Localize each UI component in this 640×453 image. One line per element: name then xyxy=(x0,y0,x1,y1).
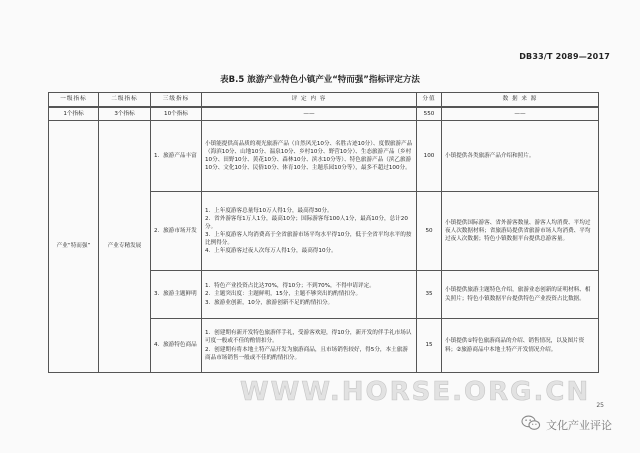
score-cell: 100 xyxy=(417,121,442,192)
level3-cell: 3．旅游主题鲜明 xyxy=(151,271,202,319)
level1-cell: 产业“特而强” xyxy=(49,121,99,373)
score-cell: 35 xyxy=(417,271,442,319)
criteria-line: 3．上年度游客人均消费高于全省旅游市场平均水平得10分，低于全省平均水平的按比例得分。 xyxy=(205,232,412,247)
criteria-line: 1．上年度游客总量每10万人得1分，最高得30分。 xyxy=(205,207,333,214)
column-header: 一级指标 xyxy=(49,93,99,107)
criteria-line: 4．上年度游客过夜人次每万人得1分，最高得10分。 xyxy=(205,248,337,255)
column-header: 分值 xyxy=(417,93,442,107)
criteria-cell xyxy=(202,319,417,373)
column-header: 二级指标 xyxy=(99,93,151,107)
column-header: 评 定 内 容 xyxy=(202,93,417,107)
wechat-icon xyxy=(521,414,541,435)
criteria-line: 2．主题突出度：主题鲜明，15分，主题不够突出的酌情扣分。 xyxy=(205,291,362,298)
level3-cell: 4．旅游特色商品 xyxy=(151,319,202,373)
level2-cell: 产业专精发展 xyxy=(99,121,151,373)
watermark: WWW.HORSE.ORG.CN xyxy=(240,377,591,407)
summary-cell: —— xyxy=(202,107,417,121)
source-cell: 小镇提供各类旅游产品介绍和照片。 xyxy=(442,121,599,192)
criteria-line: 小镇能提供高品质的观光旅游产品（自然风光10分、名胜古迹10分）、度假旅游产品（海滨10分、山地10分、温泉10分、乡村10分、野营10分）、生态旅游产品（乡村10分、田野10分、黄花10分、森林10分、滨水10分等）、特色旅游产品（滨乙旅游10分、文化10分、民俗10分、体育10分、主题乐园10分等），最多不超过100分。 xyxy=(205,140,413,172)
document-code: DB33/T 2089—2017 xyxy=(519,52,610,61)
criteria-line: 1．创建期有新开发特色旅游伴手礼，受游客欢迎，得10分，新开发的伴手礼市场认可度一般或不佳的酌情扣分。 xyxy=(205,330,412,345)
evaluation-table xyxy=(48,92,599,373)
level3-cell: 1．旅游产品丰富 xyxy=(151,121,202,192)
criteria-cell xyxy=(202,121,417,192)
header-row xyxy=(49,93,599,107)
source-cell: 小镇提供旅游主题特色介绍，旅游业态创新的证明材料、相关照片；特色小镇数据平台提供特色产业投资占比数据。 xyxy=(442,271,599,319)
score-cell: 15 xyxy=(417,319,442,373)
level3-cell: 2．旅游市场开发 xyxy=(151,192,202,271)
criteria-line: 2．省外游客每1万人1分，最高10分；国际游客每100人1分，最高10分，总计20分。 xyxy=(205,215,408,230)
wechat-account-badge xyxy=(521,414,612,435)
column-header: 三级指标 xyxy=(151,93,202,107)
source-cell: 小镇提供国际游客、省外游客数量、游客人均消费、平均过夜人次数据材料；省旅游局提供省旅游市场人均消费、平均过夜人次数据；特色小镇数据平台提供总游客量。 xyxy=(442,192,599,271)
page-number: 25 xyxy=(596,402,604,409)
column-header: 数 据 来 源 xyxy=(442,93,599,107)
criteria-cell xyxy=(202,192,417,271)
summary-row xyxy=(49,107,599,121)
table-title: 表B.5 旅游产业特色小镇产业“特而强”指标评定方法 xyxy=(220,75,420,85)
summary-cell: —— xyxy=(442,107,599,121)
table-row xyxy=(49,121,599,192)
summary-cell: 3个指标 xyxy=(99,107,151,121)
summary-cell: 550 xyxy=(417,107,442,121)
score-cell: 50 xyxy=(417,192,442,271)
criteria-line: 3．旅游业创新，10分，旅游创新不足的酌情扣分。 xyxy=(205,299,334,306)
summary-cell: 10个指标 xyxy=(151,107,202,121)
criteria-line: 1．特色产业投资占比达70%，得10分；不到70%，不得申请评定。 xyxy=(205,283,375,290)
summary-cell: 1个指标 xyxy=(49,107,99,121)
criteria-cell xyxy=(202,271,417,319)
wechat-account-name: 文化产业评论 xyxy=(546,418,612,432)
criteria-line: 2．创建期有将本地土特产品开发为旅游商品，且市场销售较好，得5分，本土旅游商品市场销售一般或不佳的酌情扣分。 xyxy=(205,346,408,361)
source-cell: 小镇提供①特色旅游商品的介绍、销售情况，以及图片资料；②旅游商品中本地土特产开发情况介绍。 xyxy=(442,319,599,373)
